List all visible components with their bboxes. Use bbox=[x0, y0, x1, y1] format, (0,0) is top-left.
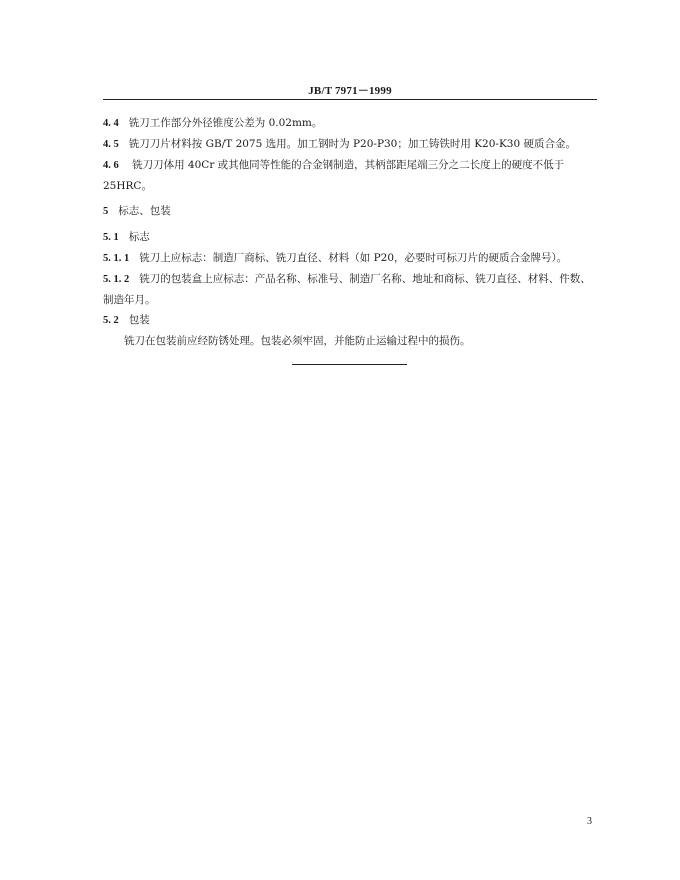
end-of-document-rule bbox=[292, 364, 407, 365]
clause-4-5 bbox=[103, 134, 597, 155]
header-divider bbox=[103, 99, 597, 100]
clause-number: 4. 6 bbox=[103, 160, 119, 171]
clause-4-4 bbox=[103, 113, 597, 134]
section-5-heading bbox=[103, 201, 597, 222]
clause-5-2-text bbox=[103, 331, 597, 351]
clause-number: 5. 1. 2 bbox=[103, 274, 130, 285]
clause-number: 4. 4 bbox=[103, 118, 119, 129]
clause-5-1-2 bbox=[103, 269, 597, 310]
clause-4-6 bbox=[103, 155, 597, 196]
clause-5-2 bbox=[103, 310, 597, 331]
clause-text: 铣刀上应标志：制造厂商标、铣刀直径、材料（如 P20，必要时可标刀片的硬质合金牌号）。 bbox=[139, 252, 568, 264]
clause-title: 包装 bbox=[128, 314, 150, 326]
clause-text: 铣刀刀体用 40Cr 或其他同等性能的合金钢制造，其柄部距尾端三分之二长度上的硬度不低于 25HRC。 bbox=[103, 159, 565, 192]
clause-text: 铣刀工作部分外径锥度公差为 0.02mm。 bbox=[128, 117, 323, 129]
document-body bbox=[103, 113, 597, 351]
page-number: 3 bbox=[587, 816, 592, 827]
clause-number: 5. 1. 1 bbox=[103, 253, 130, 264]
clause-text: 铣刀刀片材料按 GB/T 2075 选用。加工钢时为 P20-P30；加工铸铁时用 K20-K30 硬质合金。 bbox=[128, 138, 576, 150]
clause-number: 5. 1 bbox=[103, 232, 119, 243]
clause-text: 铣刀在包装前应经防锈处理。包装必须牢固，并能防止运输过程中的损伤。 bbox=[124, 335, 471, 347]
section-number: 5 bbox=[103, 206, 109, 217]
section-title: 标志、包装 bbox=[118, 205, 171, 217]
clause-5-1 bbox=[103, 227, 597, 248]
standard-header: JB/T 7971－1999 bbox=[308, 85, 392, 97]
clause-number: 4. 5 bbox=[103, 139, 119, 150]
clause-5-1-1 bbox=[103, 248, 597, 269]
clause-text: 铣刀的包装盒上应标志：产品名称、标准号、制造厂名称、地址和商标、铣刀直径、材料、件数、制造年月。 bbox=[103, 273, 591, 306]
clause-title: 标志 bbox=[128, 231, 150, 243]
clause-number: 5. 2 bbox=[103, 315, 119, 326]
